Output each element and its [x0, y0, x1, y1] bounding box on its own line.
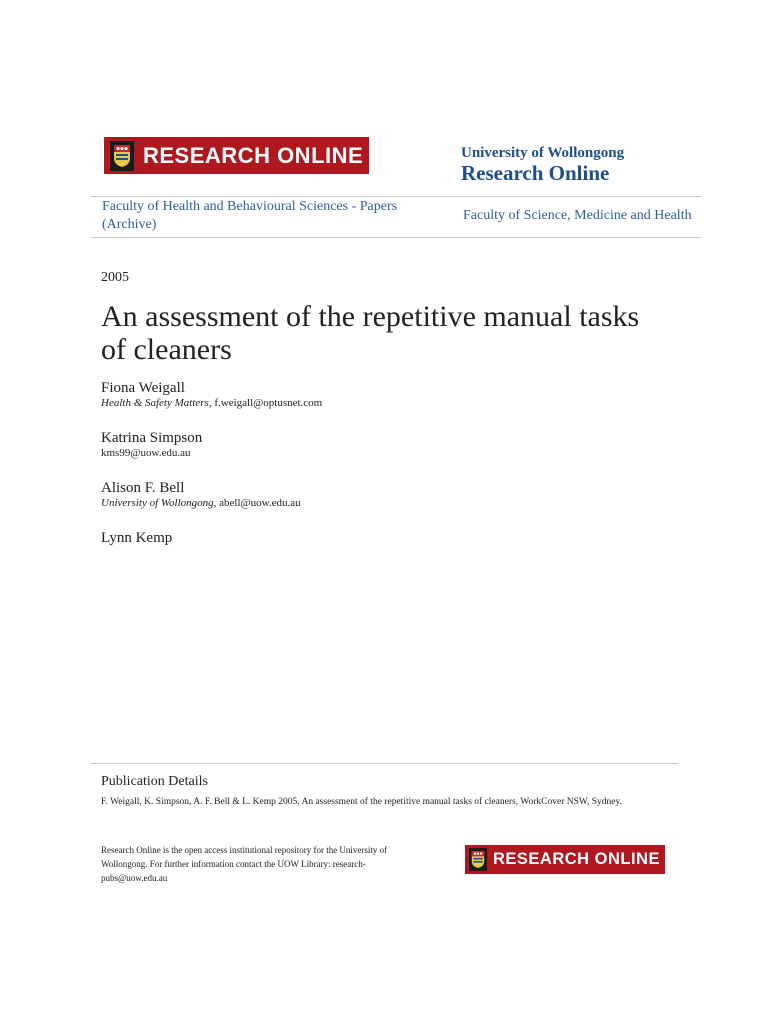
university-crest-icon [110, 141, 134, 171]
publication-heading: Publication Details [101, 774, 208, 789]
author-block [101, 530, 172, 547]
author-name: Lynn Kemp [101, 530, 173, 546]
author-name: Katrina Simpson [101, 430, 203, 446]
publication-year: 2005 [101, 270, 129, 285]
author-block [101, 430, 202, 459]
divider-top [91, 196, 701, 197]
author-email: kms99@uow.edu.au [101, 447, 191, 459]
paper-title: An assessment of the repetitive manual tasks of cleaners [101, 300, 640, 366]
author-block [101, 480, 301, 509]
author-name: Fiona Weigall [101, 380, 185, 396]
author-affiliation: Health & Safety Matters, f.weigall@optusnet.com [101, 397, 323, 409]
author-affiliation: University of Wollongong, abell@uow.edu.au [101, 497, 301, 509]
logo-text: RESEARCH ONLINE [493, 850, 661, 868]
faculty-link-right[interactable]: Faculty of Science, Medicine and Health [463, 208, 692, 223]
publication-details: F. Weigall, K. Simpson, A. F. Bell & L. Kemp 2005, An assessment of the repetitive manual tasks of cleaners, WorkCover NSW, Sydney. [101, 797, 622, 807]
university-name[interactable]: University of Wollongong [461, 145, 625, 161]
divider-publication [91, 763, 678, 764]
author-block [101, 380, 322, 409]
author-name: Alison F. Bell [101, 480, 185, 496]
divider-bottom [91, 237, 701, 238]
logo-text: RESEARCH ONLINE [143, 142, 364, 168]
repository-name[interactable]: Research Online [461, 161, 610, 185]
research-online-logo[interactable] [104, 137, 369, 174]
footer-research-online-logo[interactable] [465, 845, 665, 874]
university-crest-icon [469, 848, 487, 871]
footer-text: Research Online is the open access institutional repository for the University of Wollongong. For further information contact the UOW Library: research-pubs@uow.edu.au [101, 845, 388, 883]
faculty-link-left[interactable]: Faculty of Health and Behavioural Sciences - Papers (Archive) [102, 199, 398, 232]
